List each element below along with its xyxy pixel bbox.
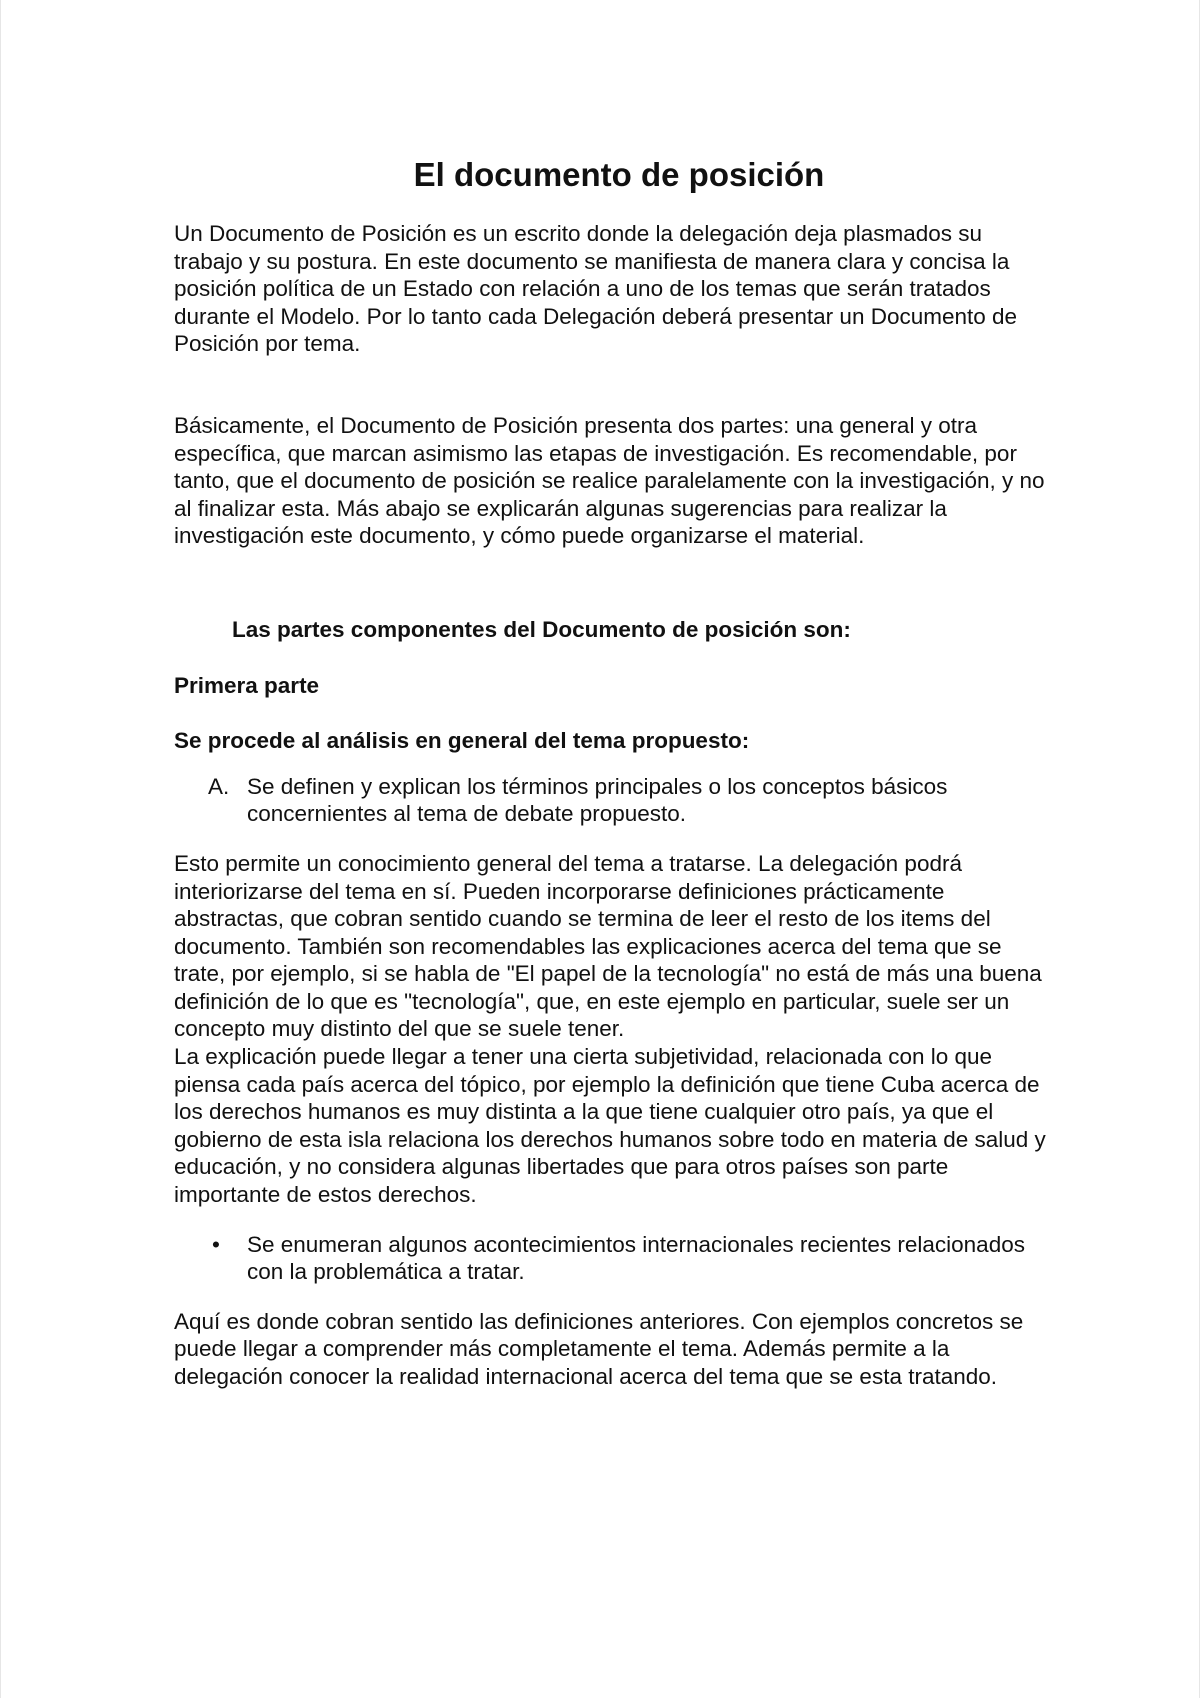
explanation-paragraph-2: La explicación puede llegar a tener una cierta subjetividad, relacionada con lo que piensa cada país acerca del tópico, por ejemplo la definición que tiene Cuba acerca de los derechos humanos es muy distinta a la que tiene cualquier otro país, ya que el gobierno de esta isla relaciona los derechos humanos sobre todo en materia de salud y educación, y no considera algunas libertades que para otros países son parte importante de estos derechos.	[174, 1044, 1046, 1208]
intro-paragraph: Un Documento de Posición es un escrito donde la delegación deja plasmados su trabajo y su postura. En este documento se manifiesta de manera clara y concisa la posición política de un Estado con relación a uno de los temas que serán tratados durante el Modelo. Por lo tanto cada Delegación deberá presentar un Documento de Posición por tema.	[174, 221, 1018, 357]
document-content	[174, 152, 1054, 1391]
list-item	[174, 1231, 1054, 1286]
list-item-text: Se enumeran algunos acontecimientos internacionales recientes relacionados con la problemática a tratar.	[247, 1231, 1025, 1285]
bullet-icon: •	[212, 1231, 220, 1257]
list-item-text: Se definen y explican los términos principales o los conceptos básicos concernientes al tema de debate propuesto.	[247, 773, 948, 827]
first-part-heading: Primera parte	[174, 672, 320, 698]
explanation-paragraph-1: Esto permite un conocimiento general del tema a tratarse. La delegación podrá interiorizarse del tema en sí. Pueden incorporarse definiciones prácticamente abstractas, que cobran sentido cuando se termina de leer el resto de los items del documento. También son recomendables las explicaciones acerca del tema que se trate, por ejemplo, si se habla de "El papel de la tecnología" no está de más una buena definición de lo que es "tecnología", que, en este ejemplo en particular, suele ser un concepto muy distinto del que se suele tener.	[174, 850, 1042, 1042]
lettered-list	[174, 773, 1054, 828]
list-item	[174, 773, 1054, 828]
bullet-list	[174, 1231, 1054, 1286]
basics-paragraph: Básicamente, el Documento de Posición presenta dos partes: una general y otra específica, que marcan asimismo las etapas de investigación. Es recomendable, por tanto, que el documento de posición se realice paralelamente con la investigación, y no al finalizar esta. Más abajo se explicarán algunas sugerencias para realizar la investigación este documento, y cómo puede organizarse el material.	[174, 412, 1045, 549]
parts-heading: Las partes componentes del Documento de posición son:	[232, 616, 851, 642]
list-marker: A.	[208, 773, 230, 799]
analysis-heading: Se procede al análisis en general del tema propuesto:	[174, 728, 750, 754]
document-title: El documento de posición	[413, 156, 825, 193]
closing-paragraph: Aquí es donde cobran sentido las definiciones anteriores. Con ejemplos concretos se puede llegar a comprender más completamente el tema. Además permite a la delegación conocer la realidad internacional acerca del tema que se esta tratando.	[174, 1308, 1024, 1389]
